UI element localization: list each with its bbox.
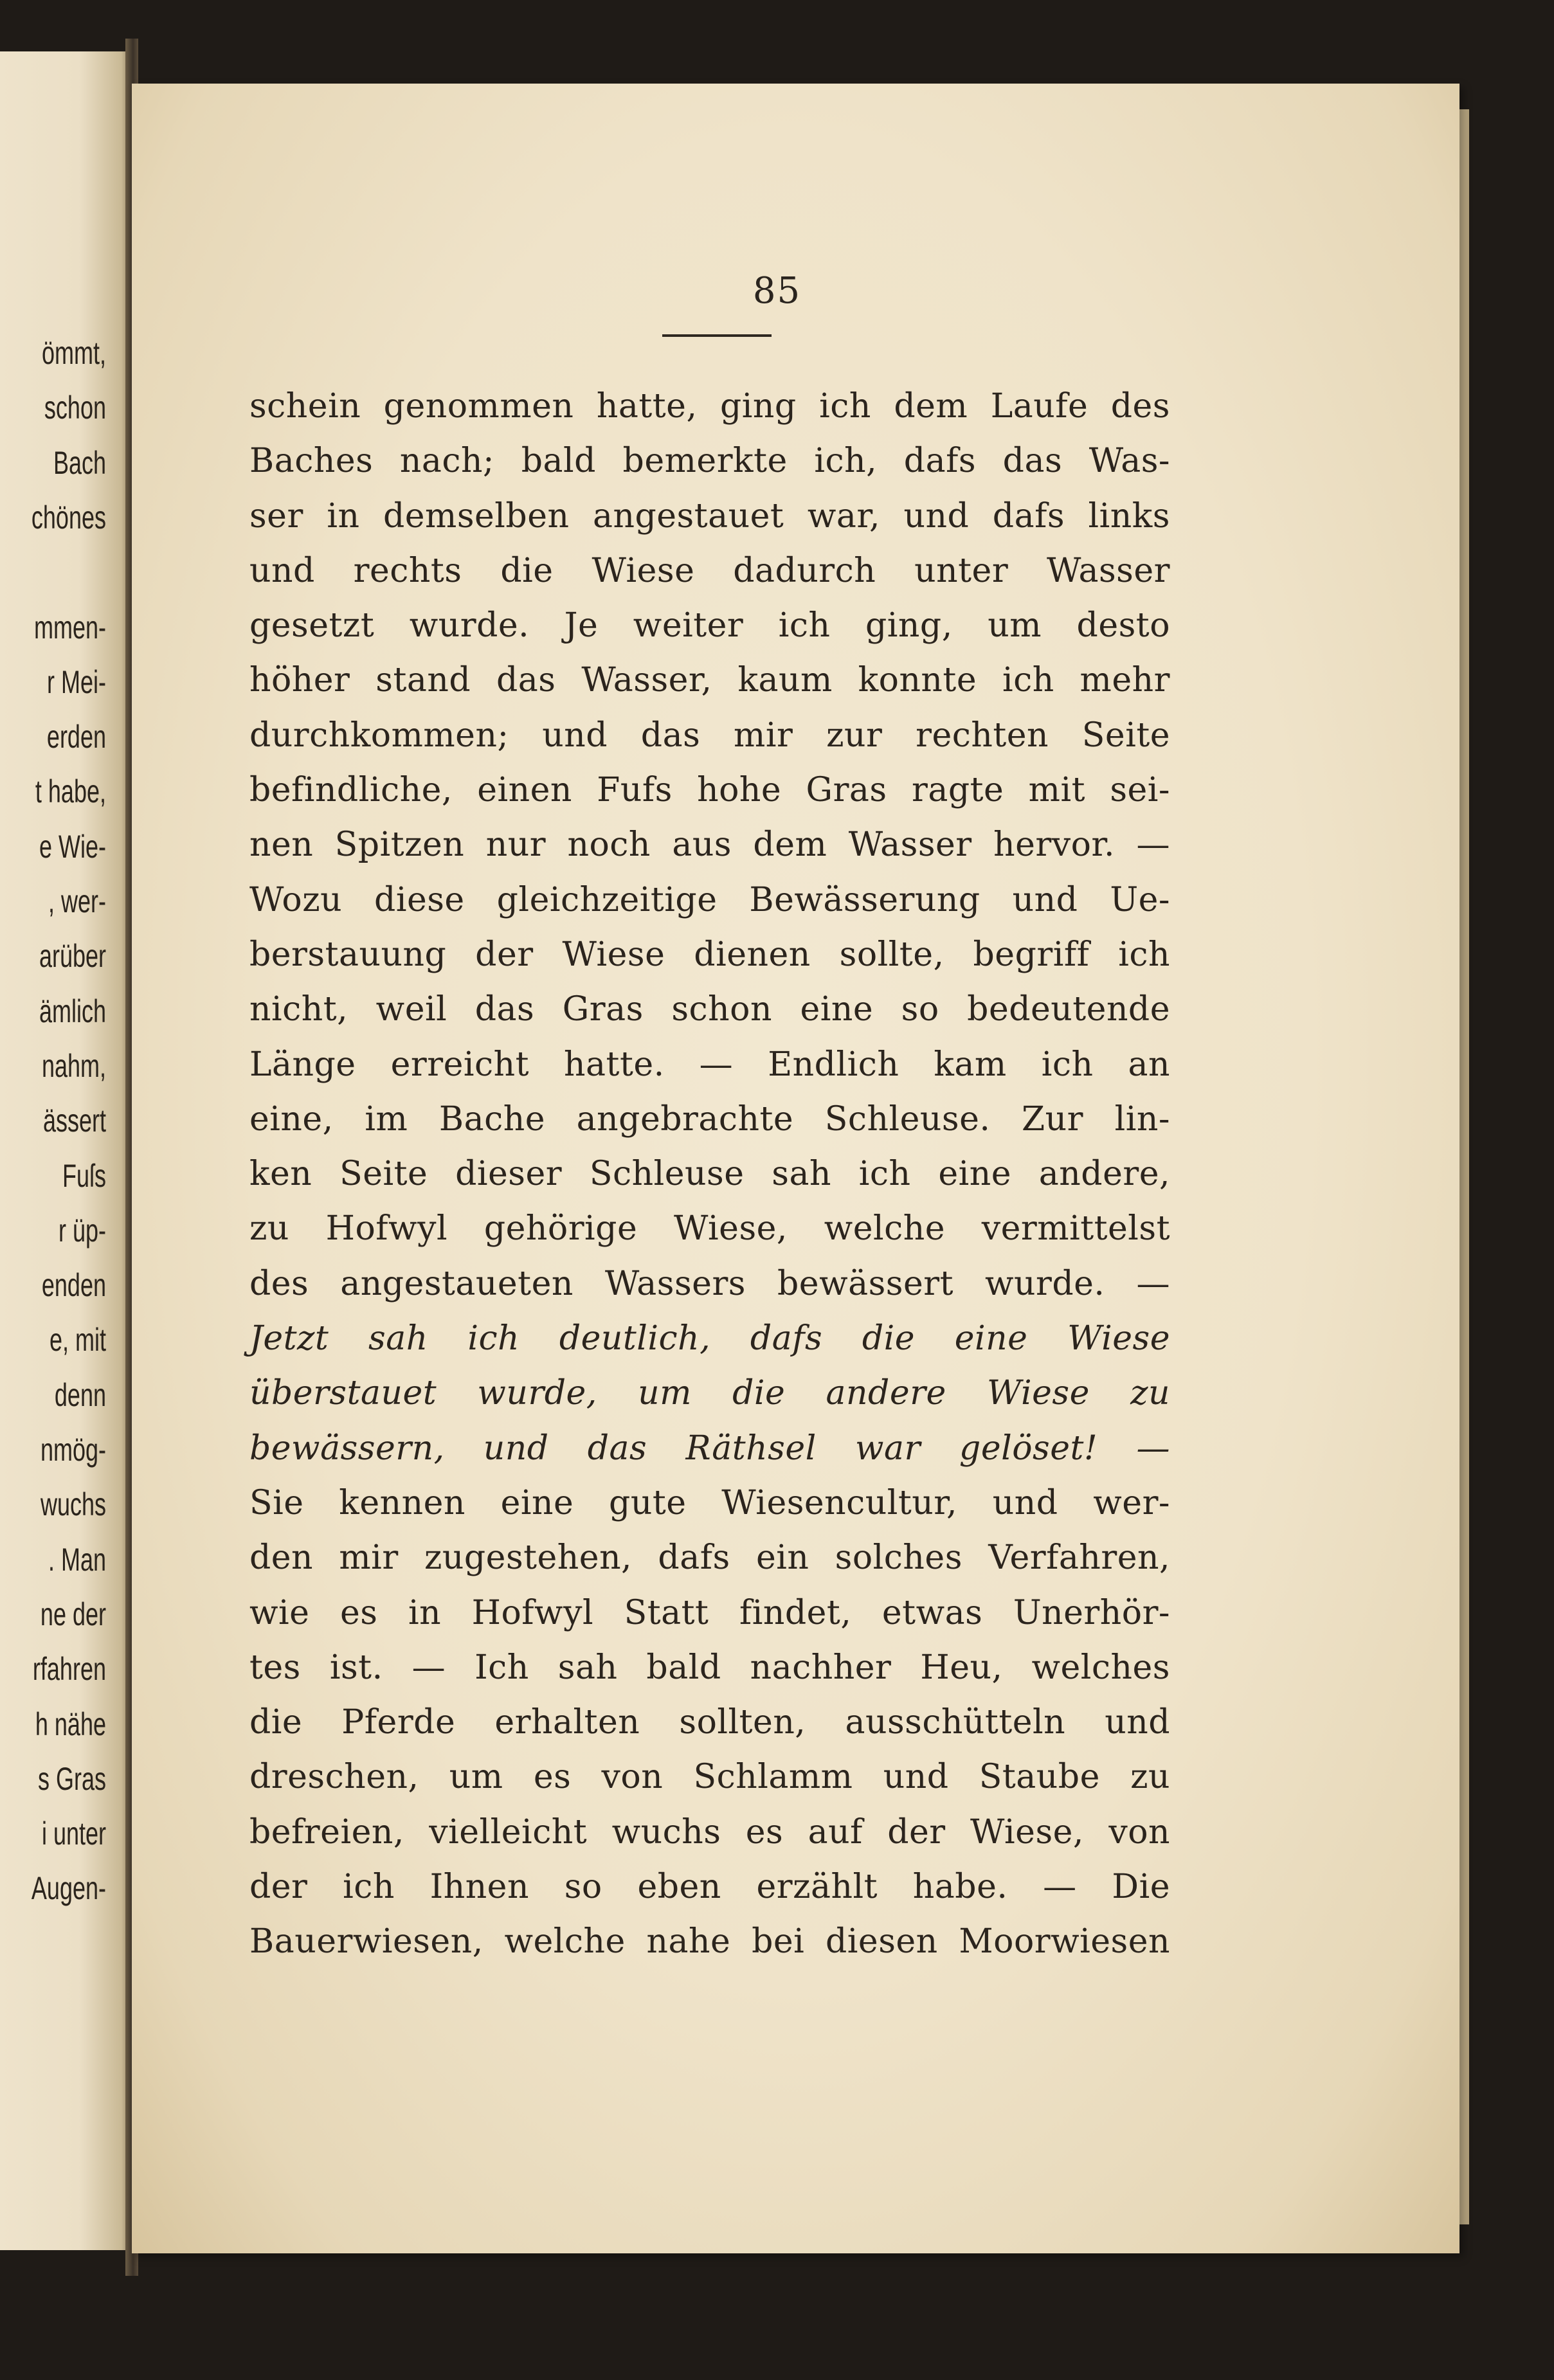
text-line: den mir zugestehen, dafs ein solches Verfahren, [249,1538,1170,1578]
left-page-line: nahm, [41,1047,106,1084]
left-page-line: schon [44,390,106,426]
text-line: überstauet wurde, um die andere Wiese zu [249,1374,1170,1413]
text-line: Baches nach; bald bemerkte ich, dafs das Was- [249,442,1170,481]
left-page-line: r Mei- [47,663,106,700]
text-line: ser in demselben angestauet war, und dafs links [249,496,1170,536]
text-line: Länge erreicht hatte. — Endlich kam ich an [249,1045,1170,1084]
left-page-line: e, mit [49,1322,106,1358]
text-line: nicht, weil das Gras schon eine so bedeutende [249,990,1170,1029]
left-page [0,51,132,2250]
left-page-line: erden [46,719,106,755]
left-page-line: t habe, [35,773,106,810]
text-line: schein genommen hatte, ging ich dem Laufe des [249,387,1170,426]
body-text [249,379,1170,1970]
text-line: bewässern, und das Räthsel war gelöset! — [249,1429,1170,1468]
left-page-line: r üp- [58,1212,106,1249]
text-line: befreien, vielleicht wuchs es auf der Wiese, von [249,1812,1170,1852]
left-page-line: h nähe [35,1706,106,1742]
left-page-line: enden [41,1267,106,1304]
text-line: wie es in Hofwyl Statt findet, etwas Unerhör- [249,1593,1170,1632]
left-page-line: denn [54,1376,106,1413]
text-line: Wozu diese gleichzeitige Bewässerung und Ue- [249,880,1170,919]
left-page-line: , wer- [48,883,106,919]
left-page-line: nmög- [40,1432,107,1468]
left-page-line: Augen- [31,1870,106,1907]
text-line: zu Hofwyl gehörige Wiese, welche vermittelst [249,1209,1170,1249]
text-line: eine, im Bache angebrachte Schleuse. Zur lin- [249,1099,1170,1139]
left-page-line: . Man [48,1541,106,1578]
left-page-line: rfahren [32,1651,106,1688]
text-line: dreschen, um es von Schlamm und Staube zu [249,1758,1170,1797]
left-page-line: Bach [53,444,106,481]
text-line: nen Spitzen nur noch aus dem Wasser hervor. — [249,825,1170,865]
left-page-line: s Gras [37,1760,106,1797]
text-line: tes ist. — Ich sah bald nachher Heu, welches [249,1648,1170,1687]
text-line: durchkommen; und das mir zur rechten Seite [249,716,1170,755]
page-number-rule [662,334,772,337]
text-line: ken Seite dieser Schleuse sah ich eine andere, [249,1155,1170,1194]
text-line: höher stand das Wasser, kaum konnte ich mehr [249,661,1170,700]
text-line: Sie kennen eine gute Wiesencultur, und wer- [249,1483,1170,1522]
left-page-line: ne der [40,1596,106,1632]
left-page-line: ässert [42,1103,106,1139]
text-line: Jetzt sah ich deutlich, dafs die eine Wiese [249,1319,1170,1358]
left-page-line: ömmt, [41,335,106,371]
text-line: des angestaueten Wassers bewässert wurde. — [249,1264,1170,1303]
text-line: befindliche, einen Fufs hohe Gras ragte mit sei- [249,771,1170,810]
left-page-line: ämlich [39,993,106,1029]
text-line: Bauerwiesen, welche nahe bei diesen Moorwiesen [249,1922,1170,1961]
left-page-line: arüber [39,938,106,975]
text-line: und rechts die Wiese dadurch unter Wasser [249,551,1170,590]
left-page-line: Fuſs [62,1157,106,1194]
text-line: gesetzt wurde. Je weiter ich ging, um desto [249,606,1170,645]
text-line: die Pferde erhalten sollten, ausschütteln und [249,1703,1170,1742]
left-page-line: wuchs [40,1486,107,1523]
left-page-line: i unter [41,1816,106,1852]
left-page-line: e Wie- [39,828,107,865]
left-page-line: chönes [31,499,106,536]
page-number: 85 [752,270,802,312]
text-line: berstauung der Wiese dienen sollte, begriff ich [249,935,1170,974]
left-page-line: mmen- [33,609,106,645]
text-line: der ich Ihnen so eben erzählt habe. — Die [249,1868,1170,1907]
